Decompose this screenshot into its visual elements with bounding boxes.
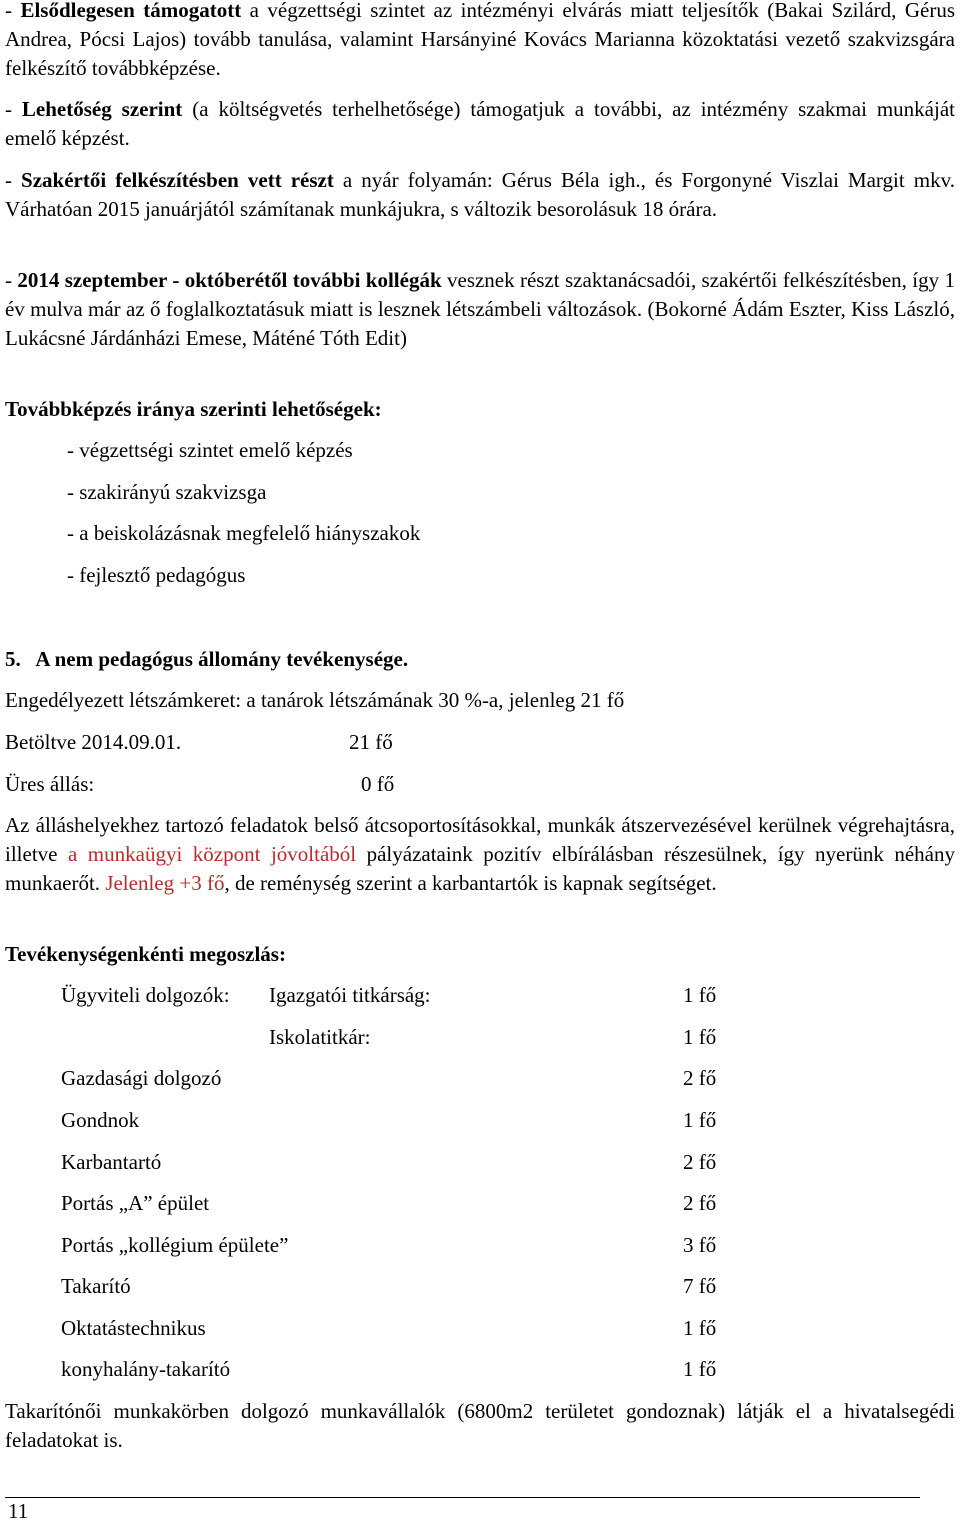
filled-label: Betöltve 2014.09.01. xyxy=(5,730,182,754)
paragraph-text: a végzettségi szintet az intézményi elvárás miatt teljesítők (Bakai Szilárd, Gérus Andrea, Pócsi Lajos) tovább tanulása, valamint Harsányiné Kovács Marianna közoktatási vezető szakvizsgára felkészítő továbbképzése. xyxy=(5,0,955,80)
distribution-heading: Tevékenységenkénti megoszlás: xyxy=(5,942,286,966)
distribution-category: Portás „A” épület xyxy=(61,1191,210,1215)
distribution-category: Ügyviteli dolgozók: xyxy=(61,983,230,1007)
paragraph-text: Az álláshelyekhez tartozó feladatok belső átcsoportosításokkal, munkák átszervezésével kerülnek végrehajtásra, illetve xyxy=(5,813,955,866)
highlighted-text: a munkaügyi központ jóvoltából xyxy=(67,842,357,866)
distribution-category: Takarító xyxy=(61,1274,131,1298)
training-directions-heading: Továbbképzés iránya szerinti lehetőségek: xyxy=(5,397,382,421)
paragraph-further-colleagues xyxy=(5,266,955,353)
bold-lead: 2014 szeptember - októberétől további kollégák xyxy=(17,268,442,292)
dash: - xyxy=(5,168,22,192)
distribution-count: 1 fő xyxy=(683,1316,717,1340)
paragraph-text: (a költségvetés terhelhetősége) támogatjuk a további, az intézmény szakmai munkáját emelő képzést. xyxy=(5,97,955,150)
distribution-category: Gazdasági dolgozó xyxy=(61,1066,222,1090)
list-item: - végzettségi szintet emelő képzés xyxy=(67,438,353,462)
distribution-role: Iskolatitkár: xyxy=(269,1025,371,1049)
paragraph-text: , de reménység szerint a karbantartók is kapnak segítséget. xyxy=(224,871,717,895)
distribution-category: Portás „kollégium épülete” xyxy=(61,1233,289,1257)
paragraph-cleaning-staff: Takarítónői munkakörben dolgozó munkavállalók (6800m2 területet gondoznak) látják el a hivatalsegédi feladatokat is. xyxy=(5,1399,955,1452)
vacant-value: 0 fő xyxy=(361,772,395,796)
bold-lead: Szakértői felkészítésben vett részt xyxy=(21,168,334,192)
section-5-title: 5. A nem pedagógus állomány tevékenysége. xyxy=(5,647,409,671)
paragraph-expert-training xyxy=(5,166,955,224)
paragraph-text: vesznek részt szaktanácsadói, szakértői felkészítésben, így 1 év mulva már az ő foglalkoztatásuk miatt is lesznek létszámbeli változások. (Bokorné Ádám Eszter, Kiss László, Lukácsné Járdánházi Emese, Máténé Tóth Edit) xyxy=(5,268,955,350)
distribution-count: 2 fő xyxy=(683,1150,717,1174)
bold-lead: Elsődlegesen támogatott xyxy=(20,0,242,22)
bold-lead: Lehetőség szerint xyxy=(21,97,183,121)
distribution-count: 3 fő xyxy=(683,1233,717,1257)
list-item: - a beiskolázásnak megfelelő hiányszakok xyxy=(67,521,421,545)
paragraph-reorganization xyxy=(5,811,955,898)
headcount-line: Engedélyezett létszámkeret: a tanárok létszámának 30 %-a, jelenleg 21 fő xyxy=(5,688,625,712)
list-item: - szakirányú szakvizsga xyxy=(67,480,267,504)
page-number: 11 xyxy=(8,1499,29,1523)
distribution-count: 1 fő xyxy=(683,1025,717,1049)
list-item: - fejlesztő pedagógus xyxy=(67,563,246,587)
dash: - xyxy=(5,268,18,292)
distribution-count: 7 fő xyxy=(683,1274,717,1298)
distribution-count: 1 fő xyxy=(683,1108,717,1132)
distribution-count: 1 fő xyxy=(683,983,717,1007)
filled-value: 21 fő xyxy=(349,730,393,754)
distribution-role: Igazgatói titkárság: xyxy=(269,983,431,1007)
distribution-count: 2 fő xyxy=(683,1191,717,1215)
distribution-count: 2 fő xyxy=(683,1066,717,1090)
distribution-category: Gondnok xyxy=(61,1108,140,1132)
distribution-category: Karbantartó xyxy=(61,1150,162,1174)
highlighted-text: Jelenleg +3 fő xyxy=(105,871,225,895)
paragraph-text: pályázataink pozitív elbírálásban részesülnek, így nyerünk néhány munkaerőt. xyxy=(5,842,955,895)
paragraph-text: a nyár folyamán: Gérus Béla igh., és Forgonyné Viszlai Margit mkv. Várhatóan 2015 januárjától számítanak munkájukra, s változik besorolásuk 18 órára. xyxy=(5,168,955,221)
dash: - xyxy=(5,0,21,22)
distribution-category: Oktatástechnikus xyxy=(61,1316,206,1340)
paragraph-possible-training xyxy=(5,95,955,153)
footer-divider xyxy=(5,1497,920,1498)
dash: - xyxy=(5,97,22,121)
distribution-count: 1 fő xyxy=(683,1357,717,1381)
paragraph-supported-training xyxy=(5,0,955,83)
distribution-category: konyhalány-takarító xyxy=(61,1357,231,1381)
vacant-label: Üres állás: xyxy=(5,772,95,796)
